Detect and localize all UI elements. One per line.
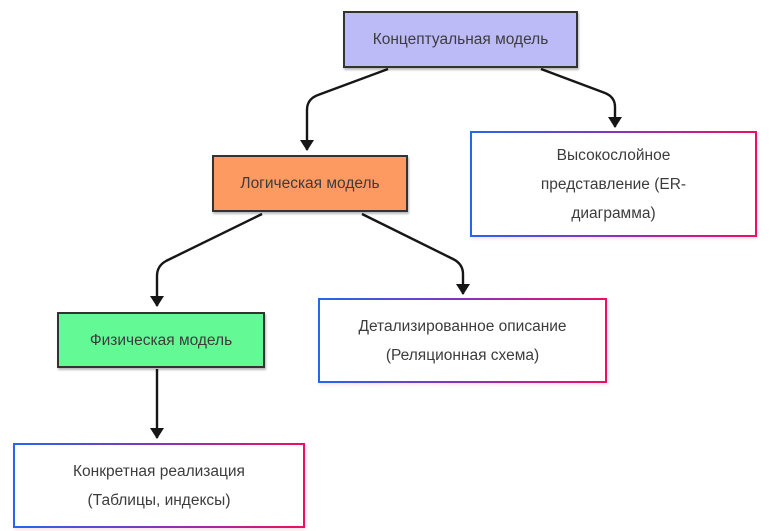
node-physical-model [57, 312, 265, 368]
logical-model-label: Логическая модель [240, 175, 380, 192]
node-logical-model [212, 155, 408, 212]
node-concrete-implementation [13, 443, 305, 528]
er-representation-label-line3: диаграмма) [571, 204, 656, 222]
node-detailed-description [318, 298, 607, 383]
arrow-logical-to-physical [157, 214, 262, 306]
arrow-logical-to-detail [362, 214, 463, 294]
node-er-representation [470, 131, 757, 237]
arrow-conceptual-to-logical [307, 69, 388, 150]
physical-model-label: Физическая модель [89, 331, 233, 349]
concrete-implementation-label-line1: Конкретная реализация [73, 462, 245, 480]
concrete-implementation-label-line2: (Таблицы, индексы) [87, 491, 231, 509]
node-conceptual-model [343, 11, 578, 68]
detailed-description-label-line2: (Реляционная схема) [385, 346, 540, 364]
er-representation-label-line2: представление (ER- [540, 175, 687, 193]
conceptual-model-label: Концептуальная модель [372, 31, 549, 48]
er-representation-label-line1: Высокослойное [556, 146, 671, 164]
arrow-conceptual-to-er [541, 69, 615, 127]
detailed-description-label-line1: Детализированное описание [358, 317, 567, 335]
